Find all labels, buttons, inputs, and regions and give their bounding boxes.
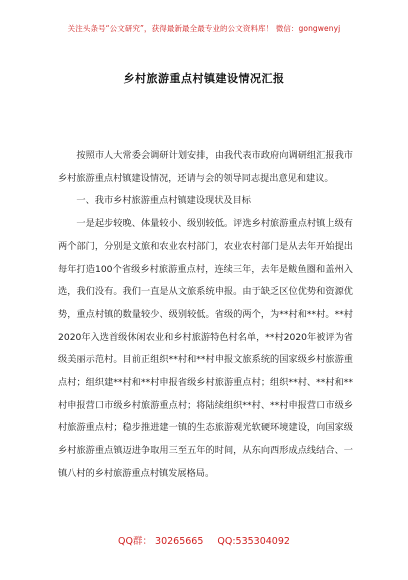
intro-paragraph: 按照市人大常委会调研计划安排，由我代表市政府向调研组汇报我市乡村旅游重点村镇建设情况，还请与会的领导同志提出意见和建议。 [58,150,353,184]
document-title: 乡村旅游重点村镇建设情况汇报 [123,72,285,85]
section-heading: 一、我市乡村旅游重点村镇建设现状及目标 [76,195,251,207]
footer-qq: QQ:535304092 [217,536,290,547]
top-notice-banner: 关注头条号“公文研究”，获得最新最全最专业的公文资料库！ 微信：gongwenyj [67,24,341,33]
body-paragraph: 一是起步较晚、体量较小、级别较低。评选乡村旅游重点村镇上级有两个部门，分别是文旅和农业农村部门，农业农村部门是从去年开始提出每年打造100个省级乡村旅游重点村，连续三年，去年是鲅鱼圈和盖州入选，我们没有。我们一直是从文旅系统申报。由于缺乏区位优势和资源优势，重点村镇的数量较少、级别较低。省级的两个，为**村和**村。**村2020年入选首级休闲农业和乡村旅游特色村名单，**村2020年被评为省级美丽示范村。目前正组织**村和**村申报文旅系统的国家级乡村旅游重点村；组织建**村和**村申报省级乡村旅游重点村；组织**村、**村和**村申报营口市级乡村旅游重点村；将陆续组织**村、**村申报营口市级乡村旅游重点村；稳步推进建一镇的生态旅游观光软硬环境建设，向国家级乡村旅游重点镇迈进争取用三至五年的时间，从东向西形成点线结合、一镇八村的乡村旅游重点村镇发展格局。 [58,218,353,479]
footer-contact [0,533,408,547]
footer-qq-group: QQ群： 30265665 [118,536,204,547]
document-body [58,145,353,486]
